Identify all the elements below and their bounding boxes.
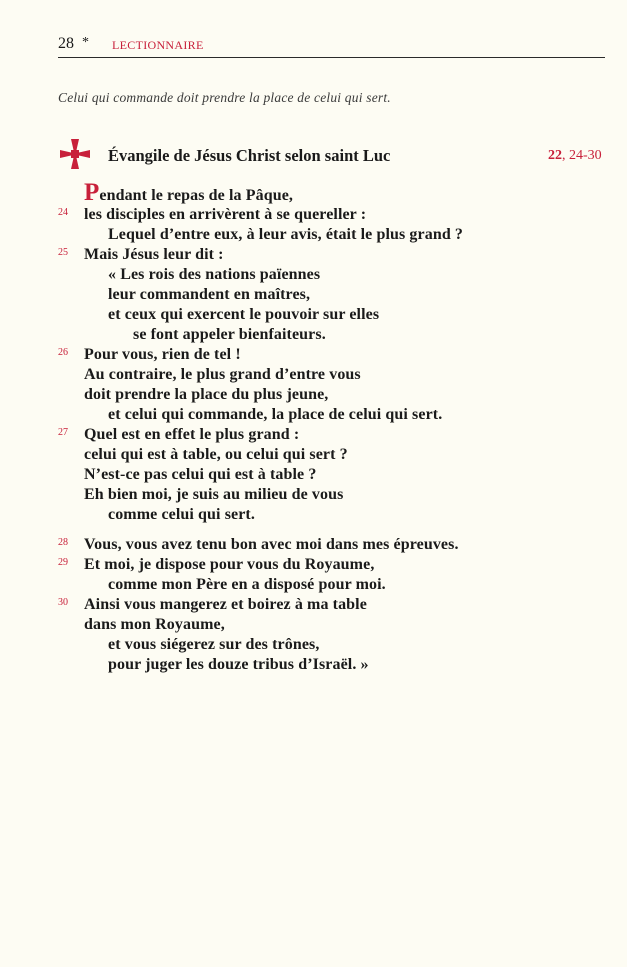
- text-line: Quel est en effet le plus grand :: [84, 426, 300, 443]
- drop-cap: P: [84, 179, 100, 206]
- running-title: LECTIONNAIRE: [112, 38, 204, 52]
- text-line: Ainsi vous mangerez et boirez à ma table: [84, 596, 367, 613]
- reference-verses: , 24-30: [562, 148, 602, 163]
- text-line: comme celui qui sert.: [108, 506, 255, 523]
- text-line: doit prendre la place du plus jeune,: [84, 386, 329, 403]
- scripture-reference: [548, 148, 602, 164]
- text-line: Pendant le repas de la Pâque,: [84, 179, 294, 206]
- text-line: pour juger les douze tribus d’Israël. »: [108, 656, 369, 673]
- text-line: comme mon Père en a disposé pour moi.: [108, 576, 386, 593]
- verse-number: 26: [58, 347, 68, 358]
- text-line: Vous, vous avez tenu bon avec moi dans mes épreuves.: [84, 536, 459, 553]
- verse-number: 28: [58, 537, 68, 548]
- text-line: Mais Jésus leur dit :: [84, 246, 224, 263]
- reading-subtitle: Celui qui commande doit prendre la place de celui qui sert.: [58, 90, 391, 105]
- text-line: et vous siégerez sur des trônes,: [108, 636, 320, 653]
- text-line: Et moi, je dispose pour vous du Royaume,: [84, 556, 375, 573]
- running-header: [58, 35, 605, 58]
- text-line: et celui qui commande, la place de celui qui sert.: [108, 406, 443, 423]
- text-line: les disciples en arrivèrent à se quereller :: [84, 206, 367, 223]
- verse-number: 24: [58, 207, 68, 218]
- verse-number: 29: [58, 557, 68, 568]
- text-line: Lequel d’entre eux, à leur avis, était le plus grand ?: [108, 226, 464, 243]
- text-line: Pour vous, rien de tel !: [84, 346, 241, 363]
- page-star: *: [82, 35, 89, 50]
- verse-number: 30: [58, 597, 68, 608]
- text-line: leur commandent en maîtres,: [108, 286, 311, 303]
- gospel-title: Évangile de Jésus Christ selon saint Luc: [108, 146, 391, 165]
- text-line: Au contraire, le plus grand d’entre vous: [84, 366, 361, 383]
- cross-pattee-icon: [58, 137, 92, 171]
- text-line: « Les rois des nations païennes: [108, 266, 321, 283]
- page-number: 28: [58, 35, 74, 52]
- text-line: dans mon Royaume,: [84, 616, 225, 633]
- text-line: celui qui est à table, ou celui qui sert ?: [84, 446, 348, 463]
- verse-number: 27: [58, 427, 68, 438]
- reference-chapter: 22: [548, 148, 562, 163]
- text-line: et ceux qui exercent le pouvoir sur elles: [108, 306, 380, 323]
- text-line: N’est-ce pas celui qui est à table ?: [84, 466, 317, 483]
- text-line: se font appeler bienfaiteurs.: [133, 326, 326, 343]
- text-line: Eh bien moi, je suis au milieu de vous: [84, 486, 344, 503]
- verse-number: 25: [58, 247, 68, 258]
